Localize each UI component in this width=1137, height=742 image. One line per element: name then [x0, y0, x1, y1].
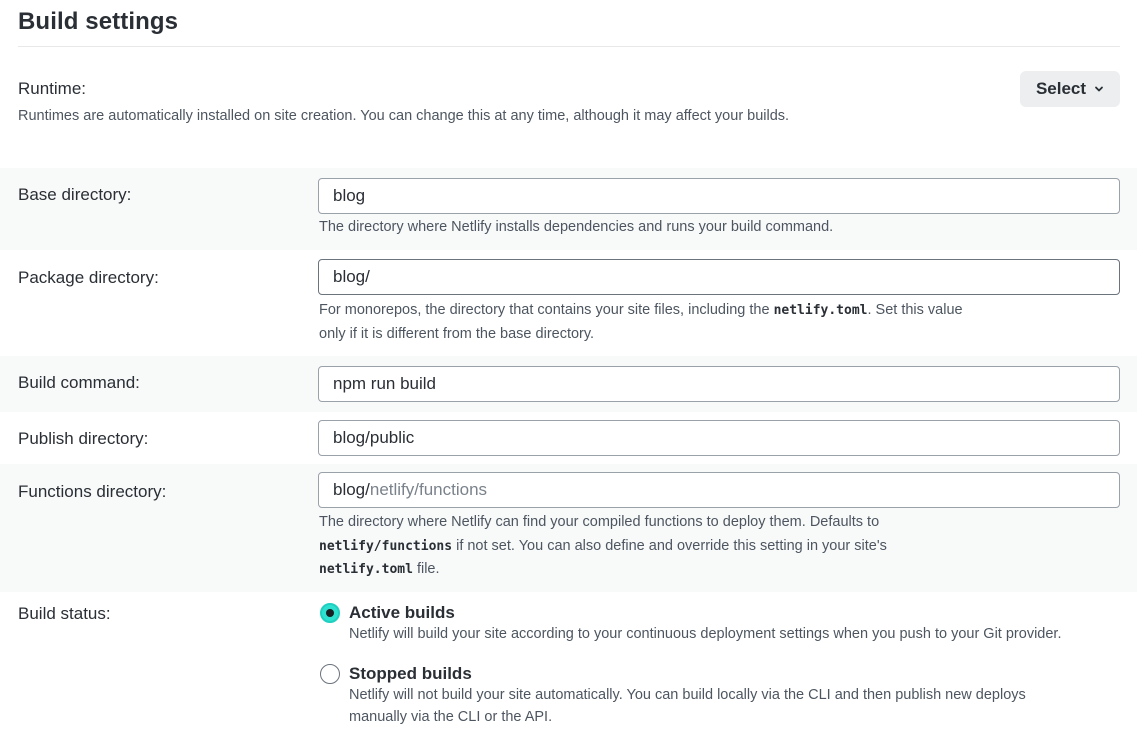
active-builds-title[interactable]: Active builds — [349, 603, 455, 622]
functions-directory-prefix: blog/ — [333, 480, 370, 499]
runtime-select-label: Select — [1035, 79, 1087, 98]
netlify-toml-code: netlify.toml — [773, 303, 868, 318]
base-directory-help: The directory where Netlify installs dependencies and runs your build command. — [319, 219, 834, 235]
package-directory-label: Package directory: — [18, 268, 159, 287]
base-directory-label: Base directory: — [18, 185, 132, 204]
active-builds-radio[interactable] — [320, 603, 340, 623]
radio-selected-dot — [326, 609, 334, 617]
build-status-row — [0, 592, 1137, 742]
publish-directory-input[interactable] — [318, 420, 1120, 456]
package-directory-help: For monorepos, the directory that contains your site files, including the netlify.toml. Set this value only if it is different from the base directory. — [319, 302, 963, 342]
runtime-label: Runtime: — [18, 79, 87, 98]
functions-directory-input[interactable] — [318, 472, 1120, 508]
build-command-value: npm run build — [333, 374, 437, 393]
build-status-label: Build status: — [18, 604, 111, 623]
chevron-down-icon — [1094, 84, 1104, 94]
active-builds-desc: Netlify will build your site according to your continuous deployment settings when you push to your Git provider. — [349, 626, 1062, 642]
stopped-builds-title[interactable]: Stopped builds — [349, 664, 472, 683]
package-directory-row — [0, 250, 1137, 356]
stopped-builds-desc: Netlify will not build your site automatically. You can build locally via the CLI and then publish new deploys manually via the CLI or the API. — [349, 687, 1026, 725]
build-command-input[interactable] — [318, 366, 1120, 402]
runtime-help: Runtimes are automatically installed on site creation. You can change this at any time, although it may affect your builds. — [18, 108, 790, 124]
stopped-builds-radio[interactable] — [320, 664, 340, 684]
netlify-toml-code: netlify.toml — [319, 562, 413, 577]
functions-directory-label: Functions directory: — [18, 482, 167, 501]
publish-directory-row — [0, 412, 1137, 464]
base-directory-input[interactable] — [318, 178, 1120, 214]
package-directory-value: blog/ — [333, 267, 370, 286]
page-title: Build settings — [18, 8, 179, 35]
base-directory-value: blog — [333, 186, 366, 205]
runtime-select-button[interactable] — [1020, 71, 1120, 107]
netlify-functions-code: netlify/functions — [319, 538, 453, 554]
publish-directory-label: Publish directory: — [18, 429, 149, 448]
package-directory-input[interactable] — [318, 259, 1120, 295]
functions-directory-placeholder: netlify/functions — [369, 480, 488, 499]
publish-directory-value: blog/public — [333, 428, 415, 447]
base-directory-row — [0, 168, 1137, 250]
functions-directory-help: The directory where Netlify can find your compiled functions to deploy them. Defaults to netlify/functions if not set. You can also define and override this setting in your site's netlify.toml file. — [319, 514, 887, 577]
title-divider — [18, 46, 1120, 47]
build-command-label: Build command: — [18, 373, 140, 392]
functions-directory-row — [0, 464, 1137, 592]
build-command-row — [0, 356, 1137, 412]
